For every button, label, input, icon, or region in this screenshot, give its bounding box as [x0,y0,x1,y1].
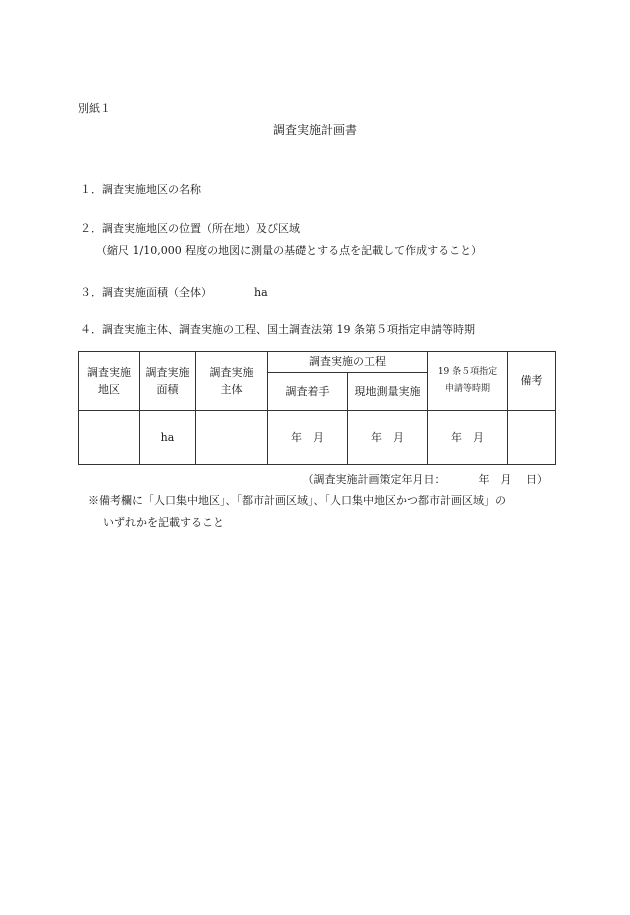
cell-field-survey: 年 月 [348,411,428,465]
header-designation-line1: 19 条５項指定 [437,366,498,377]
header-survey-body [196,352,268,411]
header-designation-line2: 申請等時期 [444,384,490,394]
item-2-heading: ２．調査実施地区の位置（所在地）及び区域 [80,222,300,235]
plan-date-label: （調査実施計画策定年月日： [302,473,446,486]
header-survey-start: 調査着手 [268,373,348,411]
plan-date-rest: 月 日） [489,473,548,486]
document-title: 調査実施計画書 [272,123,357,137]
cell-survey-size: ha [140,411,196,465]
survey-plan-table [78,351,556,465]
cell-survey-area [79,411,140,465]
attachment-label: 別紙１ [78,102,111,115]
header-survey-body-line1: 調査実施 [209,365,254,379]
cell-remarks [508,411,556,465]
cell-designation-period: 年 月 [428,411,508,465]
item-3-unit: ha [254,286,268,299]
cell-survey-body [196,411,268,465]
cell-survey-start: 年 月 [268,411,348,465]
plan-date-line [303,474,549,485]
remarks-note-line2: いずれかを記載すること [103,516,224,529]
header-survey-size [140,352,196,411]
item-3-heading: ３．調査実施面積（全体） [80,286,212,299]
header-survey-area [79,352,140,411]
header-survey-size-line2: 面積 [156,383,179,396]
header-remarks: 備考 [508,352,556,411]
header-survey-body-line2: 主体 [220,383,243,396]
plan-date-year: 年 [478,473,490,486]
header-field-survey: 現地測量実施 [348,373,428,411]
header-survey-size-line1: 調査実施 [145,365,190,379]
header-designation-period [428,352,508,411]
item-4-heading: ４．調査実施主体、調査実施の工程、国土調査法第 19 条第５項指定申請等時期 [80,323,475,336]
header-survey-area-line2: 地区 [98,383,120,396]
table-row [79,411,556,465]
item-1-heading: １．調査実施地区の名称 [80,183,201,196]
header-schedule-group: 調査実施の工程 [268,352,428,373]
header-survey-area-line1: 調査実施 [87,365,131,379]
item-2-note: （縮尺 1/10,000 程度の地図に測量の基礎とする点を記載して作成すること） [96,244,483,257]
remarks-note-line1: ※備考欄に「人口集中地区」、「都市計画区域」、「人口集中地区かつ都市計画区域」の [88,494,506,507]
